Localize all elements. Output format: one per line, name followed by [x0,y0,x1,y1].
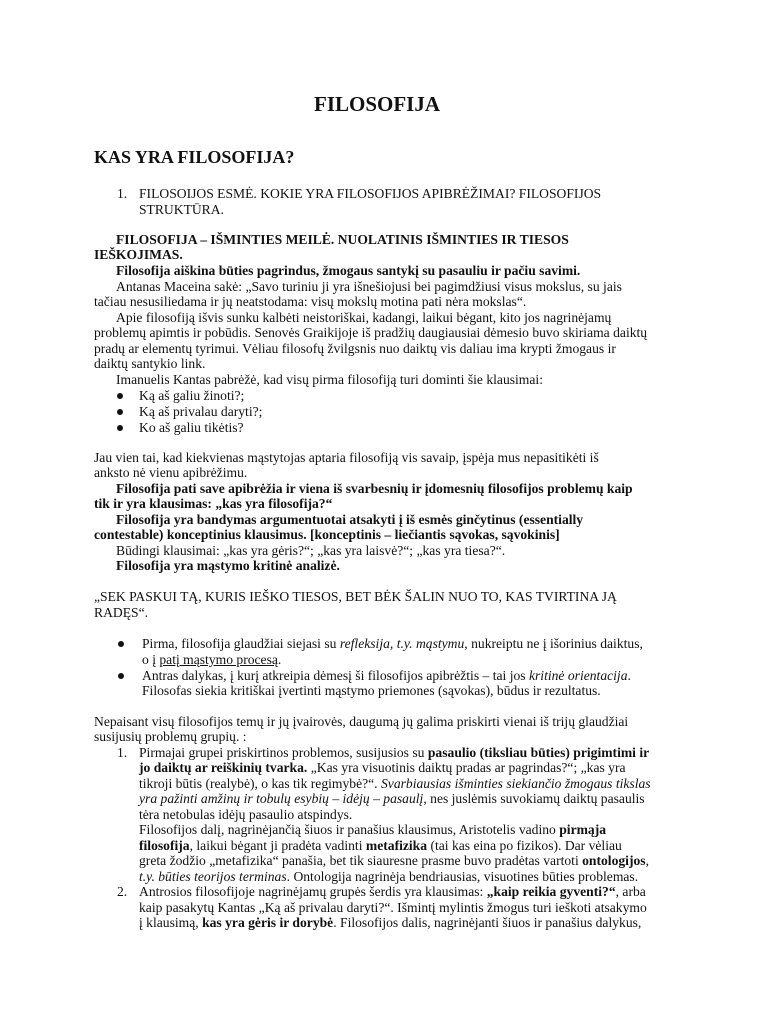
list-number: 2. [117,884,128,899]
text-span: . Filosofijos dalis, nagrinėjanti šiuos ir panašius dalykus, [333,915,642,930]
list-item: Ko aš galiu tikėtis? [139,420,244,435]
numbered-item-line [139,791,645,807]
bold-span: ontologijos [582,853,646,868]
numbered-item-line: kaip pasakytų Kantas „Ką aš privalau daryti?“. Išmintį mylintis žmogus turi ieškoti atsakymo [139,900,647,915]
italic-span: t.y. būties teorijos terminas [139,869,287,884]
paragraph-line: problemų apimtis ir pobūdis. Senovės Graikijoje iš pradžių daugiausiai dėmesio buvo skiriama daiktų [94,325,648,340]
text-span: Filosofijos dalį, nagrinėjančią šiuos ir panašius klausimus, Aristotelis vadino [139,822,560,837]
text-span: . [627,668,631,683]
paragraph-line: Filosofija yra bandymas argumentuotai atsakyti į iš esmės ginčytinus (essentially [116,512,584,527]
text-span: Antras dalykas, į kurį atkreipia dėmesį ši filosofijos apibrėžtis – tai jos [142,668,529,683]
paragraph-line: anksto nė vienu apibrėžimu. [94,465,248,480]
quote-line: RADĘS“. [94,605,148,620]
numbered-item-line [139,838,622,854]
text-span: o į [142,652,160,667]
numbered-item-line [139,822,606,838]
bullet-icon [118,673,124,679]
paragraph-line: tik ir yra klausimas: „kas yra filosofija?“ [94,496,333,511]
bullet-icon [117,393,123,399]
list-item: Ką aš privalau daryti?; [139,404,263,419]
text-span: Pirma, filosofija glaudžiai siejasi su [142,636,340,651]
italic-span: refleksija, t.y. mąstymu [339,636,465,651]
paragraph-line: Jau vien tai, kad kiekvienas mąstytojas aptaria filosofiją vis savaip, įspėja mus nepasitikėti iš [94,450,599,465]
paragraph-line: Imanuelis Kantas pabrėžė, kad visų pirma filosofiją turi dominti šie klausimai: [116,372,543,387]
numbered-item-line [139,884,646,900]
paragraph-line: susijusių problemų grupių. : [94,729,247,744]
paragraph-line: Filosofija aiškina būties pagrindus, žmogaus santykį su pasauliu ir pačiu savimi. [116,263,581,278]
bullet-icon [117,409,123,415]
document-title: FILOSOFIJA [314,92,441,116]
paragraph-line: Nepaisant visų filosofijos temų ir jų įvairovės, daugumą jų galima priskirti vienai iš trijų glaudžiai [94,714,629,729]
paragraph-line: Apie filosofiją išvis sunku kalbėti neistoriškai, kadangi, laikui bėgant, kito jos nagrinėjamų [116,310,612,325]
text-span: , arba [615,884,646,899]
paragraph-line: pradų ar elementų tyrimui. Vėliau filosofų žvilgsnis nuo daiktų vis daliau ima krypti žmogaus ir [94,341,616,356]
numbered-item-line [139,745,649,761]
text-span: , laikui bėgant ji pradėta vadinti [189,838,366,853]
bullet-line [142,652,281,668]
numbered-item-line: tėra netobulas idėjų pasaulio atspindys. [139,807,353,822]
paragraph-line: daiktų santykio link. [94,356,206,371]
text-span: . Ontologija nagrinėja bendriausias, visuotines būties problemas. [286,869,639,884]
text-span: į klausimą, [139,915,203,930]
section-heading: KAS YRA FILOSOFIJA? [94,147,295,167]
definition-heading: FILOSOFIJA – IŠMINTIES MEILĖ. NUOLATINIS IŠMINTIES IR TIESOS [116,232,569,247]
bold-span: filosofija [139,838,190,853]
bold-span: pirmąja [559,822,607,837]
bullet-icon [117,425,123,431]
numbered-item-line [139,915,641,931]
bullet-line [142,636,643,652]
list-number: 1. [117,186,128,201]
numbered-item-line [139,853,649,869]
definition-heading: IEŠKOJIMAS. [94,247,183,262]
text-span: , nes juslėmis suvokiamų daiktų pasaulis [423,791,645,806]
paragraph-line: Filosofija pati save apibrėžia ir viena iš svarbesnių ir įdomesnių filosofijos problemų kaip [116,481,633,496]
text-span: Antrosios filosofijoje nagrinėjamų grupės šerdis yra klausimas: [139,884,487,899]
paragraph-line: contestable) konceptinius klausimus. [konceptinis – liečiantis sąvokas, sąvokinis] [94,527,560,542]
numbered-item-line [139,869,638,885]
bold-span: pasaulio (tiksliau būties) prigimtimi ir [427,745,650,760]
paragraph-line: tačiau nesusiliedama ir jų neatstodama: visų mokslų motina pati nėra mokslas“. [94,294,527,309]
text-span: . [277,652,282,667]
numbered-item-line [139,760,626,776]
numbered-item-line: FILOSOIJOS ESMĖ. KOKIE YRA FILOSOFIJOS APIBRĖŽIMAI? FILOSOFIJOS [139,186,602,201]
text-span: Pirmajai grupei priskirtinos problemos, susijusios su [139,745,428,760]
bold-span: metafizika [365,838,428,853]
italic-span: Svarbiausias išminties siekiančio žmogaus tikslas [380,776,651,791]
bullet-line [142,668,631,684]
quote-line: „SEK PASKUI TĄ, KURIS IEŠKO TIESOS, BET BĖK ŠALIN NUO TO, KAS TVIRTINA JĄ [94,589,617,604]
numbered-item-line: STRUKTŪRA. [139,202,224,217]
numbered-item-line [139,776,651,792]
list-number: 1. [117,745,128,760]
bold-span: kas yra gėris ir dorybė [202,915,334,930]
paragraph-line: Antanas Maceina sakė: „Savo turiniu ji yra išnešiojusi bei pagimdžiusi visus mokslus, su jais [116,279,622,294]
list-item: Ką aš galiu žinoti?; [139,388,245,403]
bold-span: „kaip reikia gyventi?“ [486,884,616,899]
text-span: (tai kas eina po fizikos). Dar vėliau [427,838,622,853]
italic-span: kritinė orientacija [528,668,628,683]
paragraph-line: Filosofija yra mąstymo kritinė analizė. [116,558,340,573]
paragraph-line: Būdingi klausimai: „kas yra gėris?“; „kas yra laisvė?“; „kas yra tiesa?“. [116,543,506,558]
text-span: , nukreiptu ne į išorinius daiktus, [464,636,643,651]
text-span: tikroji būtis (realybė), o kas tik regimybė?“. [139,776,381,791]
underlined-span: patį mąstymo procesą [159,652,278,667]
text-span: greta žodžio „metafizika“ panašia, bet tik siauresne prasme buvo pradėtas vartoti [139,853,583,868]
bullet-line: Filosofas siekia kritiškai įvertinti mąstymo priemones (sąvokas), būdus ir rezultatus. [142,683,601,698]
bold-span: jo daiktų ar reiškinių tvarka. [139,760,308,775]
text-span: „Kas yra visuotinis daiktų pradas ar pagrindas?“; „kas yra [307,760,626,775]
bullet-icon [118,641,124,647]
text-span: , [645,853,649,868]
italic-span: yra pažinti amžinų ir tobulų esybių – idėjų – pasaulį [139,791,424,806]
